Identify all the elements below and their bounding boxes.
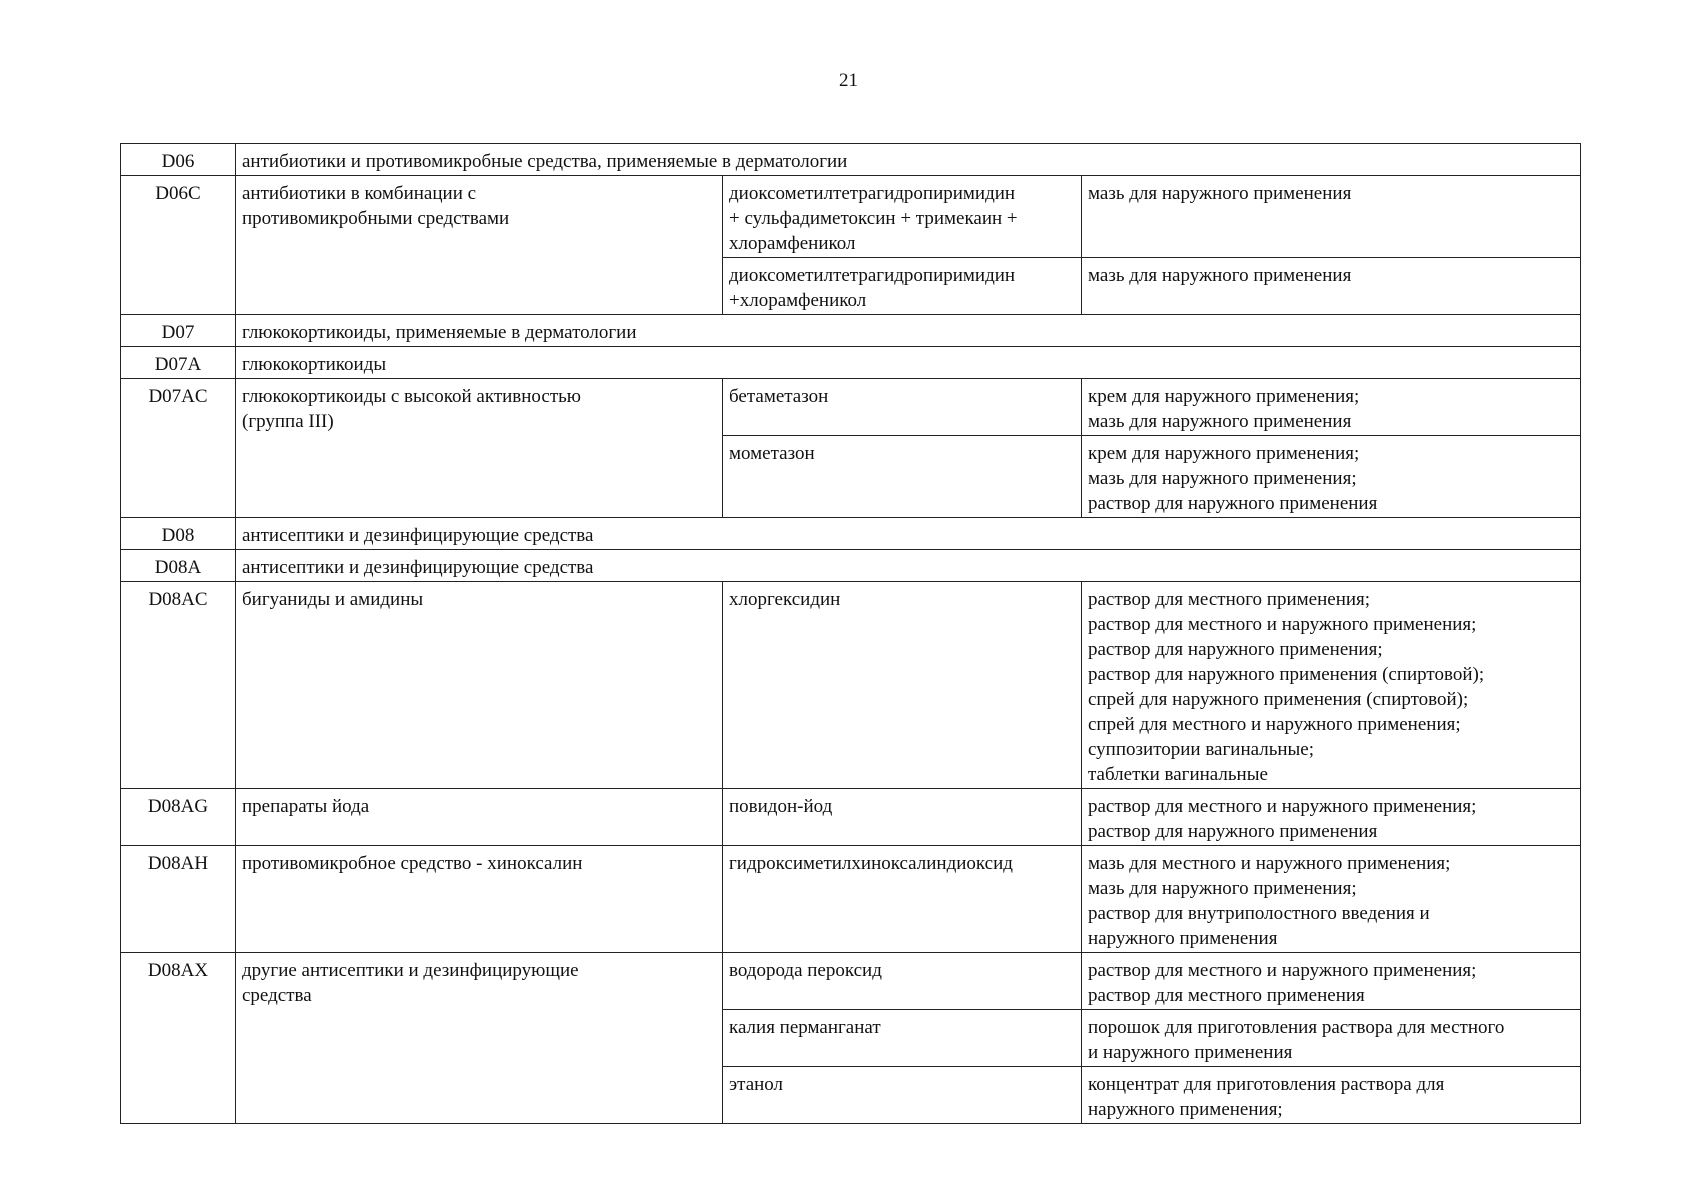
atc-code: D08	[121, 518, 236, 550]
drug-name: этанол	[723, 1067, 1082, 1124]
drug-name: диоксометилтетрагидропиримидин + сульфадиметоксин + тримекаин + хлорамфеникол	[723, 176, 1082, 258]
group-name: противомикробное средство - хиноксалин	[236, 846, 723, 953]
table-row	[121, 347, 1581, 379]
group-name: бигуаниды и амидины	[236, 582, 723, 789]
table-row	[121, 518, 1581, 550]
group-name: антибиотики в комбинации с противомикробными средствами	[236, 176, 723, 315]
table-row	[121, 953, 1581, 1010]
group-name: другие антисептики и дезинфицирующие средства	[236, 953, 723, 1124]
dosage-form: крем для наружного применения; мазь для наружного применения; раствор для наружного применения	[1082, 436, 1581, 518]
drug-classification-table	[120, 143, 1581, 1124]
drug-name: мометазон	[723, 436, 1082, 518]
table-row	[121, 176, 1581, 258]
drug-name: водорода пероксид	[723, 953, 1082, 1010]
atc-code: D06	[121, 144, 236, 176]
table-row	[121, 144, 1581, 176]
table-row	[121, 315, 1581, 347]
atc-code: D07AC	[121, 379, 236, 518]
table-row	[121, 846, 1581, 953]
drug-name: калия перманганат	[723, 1010, 1082, 1067]
dosage-form: концентрат для приготовления раствора для наружного применения;	[1082, 1067, 1581, 1124]
table-row	[121, 582, 1581, 789]
group-name: глюкокортикоиды	[236, 347, 1581, 379]
atc-code: D08A	[121, 550, 236, 582]
table-row	[121, 789, 1581, 846]
drug-name: повидон-йод	[723, 789, 1082, 846]
dosage-form: мазь для наружного применения	[1082, 176, 1581, 258]
atc-code: D08AG	[121, 789, 236, 846]
group-name: глюкокортикоиды с высокой активностью (группа III)	[236, 379, 723, 518]
drug-name: хлоргексидин	[723, 582, 1082, 789]
atc-code: D07A	[121, 347, 236, 379]
drug-name: бетаметазон	[723, 379, 1082, 436]
group-name: глюкокортикоиды, применяемые в дерматологии	[236, 315, 1581, 347]
group-name: антисептики и дезинфицирующие средства	[236, 550, 1581, 582]
atc-code: D08AX	[121, 953, 236, 1124]
atc-code: D08AH	[121, 846, 236, 953]
drug-name: гидроксиметилхиноксалиндиоксид	[723, 846, 1082, 953]
drug-name: диоксометилтетрагидропиримидин +хлорамфеникол	[723, 258, 1082, 315]
table-row	[121, 379, 1581, 436]
dosage-form: раствор для местного и наружного применения; раствор для наружного применения	[1082, 789, 1581, 846]
dosage-form: крем для наружного применения; мазь для наружного применения	[1082, 379, 1581, 436]
dosage-form: мазь для наружного применения	[1082, 258, 1581, 315]
group-name: антисептики и дезинфицирующие средства	[236, 518, 1581, 550]
atc-code: D06C	[121, 176, 236, 315]
dosage-form: порошок для приготовления раствора для местного и наружного применения	[1082, 1010, 1581, 1067]
group-name: препараты йода	[236, 789, 723, 846]
table-row	[121, 550, 1581, 582]
page-number: 21	[839, 70, 858, 91]
dosage-form: раствор для местного применения; раствор для местного и наружного применения; раствор для наружного применения; раствор для наружного применения (спиртовой); спрей для наружного применения (спиртовой); спрей для местного и наружного применения; суппозитории вагинальные; таблетки вагинальные	[1082, 582, 1581, 789]
dosage-form: мазь для местного и наружного применения; мазь для наружного применения; раствор для внутриполостного введения и наружного применения	[1082, 846, 1581, 953]
atc-code: D08AC	[121, 582, 236, 789]
group-name: антибиотики и противомикробные средства, применяемые в дерматологии	[236, 144, 1581, 176]
atc-code: D07	[121, 315, 236, 347]
dosage-form: раствор для местного и наружного применения; раствор для местного применения	[1082, 953, 1581, 1010]
